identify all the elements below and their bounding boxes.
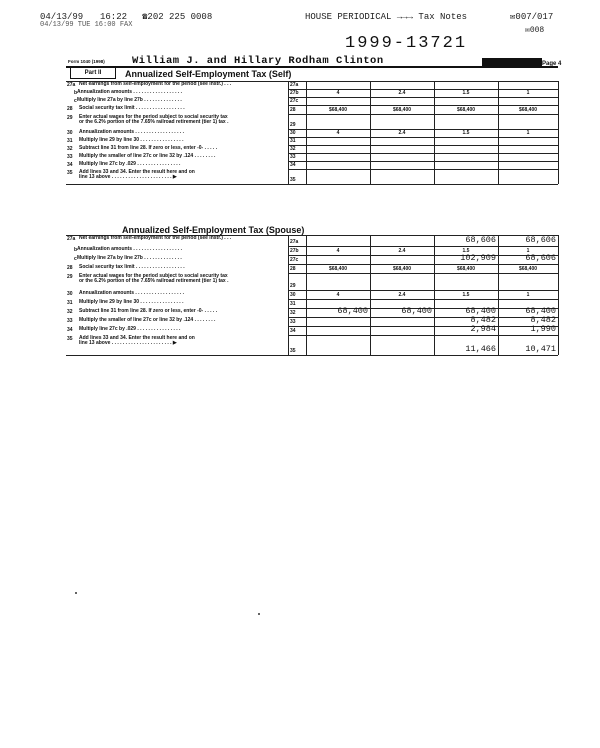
self-printed-value: $68,400	[518, 107, 538, 113]
fax-time: 16:22	[100, 12, 128, 22]
self-line-box-number: 29	[290, 122, 296, 128]
self-line-box-number: 30	[290, 130, 296, 136]
spouse-row-rule	[288, 290, 558, 291]
fax-phone: ☎202 225 0008	[142, 12, 213, 22]
taxpayer-names: William J. and Hillary Rodham Clinton	[132, 55, 384, 67]
self-line-box-number: 27b	[290, 90, 299, 96]
fax-sender: HOUSE PERIODICAL →→→ Tax Notes	[305, 12, 468, 22]
self-line-number: 27a	[67, 82, 76, 88]
spouse-line-label: Subtract line 31 from line 28. If zero or less, enter -0- . . . . .	[79, 308, 218, 314]
self-printed-value: 1	[526, 90, 530, 96]
spouse-line-label: Net earnings from self-employment for the period (see instr.) . . .	[79, 235, 232, 241]
self-line-label-cont: line 13 above . . . . . . . . . . . . . . . . . . . . . . ▶	[79, 174, 177, 180]
spouse-typed-value: 68,400	[525, 306, 556, 316]
spouse-line-label: Social security tax limit . . . . . . . . . . . . . . . . . .	[79, 264, 185, 270]
self-line-label: Multiply line 29 by line 30 . . . . . . . . . . . . . . . .	[79, 137, 184, 143]
self-line-box-number: 34	[290, 162, 296, 168]
self-line-number: 28	[67, 106, 73, 112]
self-line-number: 32	[67, 146, 73, 152]
spouse-printed-value: 1.5	[462, 292, 470, 298]
self-line-box-number: 28	[290, 107, 296, 113]
self-line-label: Multiply line 27c by .029 . . . . . . . . . . . . . . . .	[79, 161, 181, 167]
self-printed-value: $68,400	[392, 107, 412, 113]
spouse-typed-value: 8,482	[530, 315, 556, 325]
spouse-line-letter: b	[74, 247, 78, 253]
self-printed-value: $68,400	[456, 107, 476, 113]
self-line-number: 29	[67, 115, 73, 121]
spouse-line-label: Multiply line 29 by line 30 . . . . . . . . . . . . . . . .	[79, 299, 184, 305]
spouse-typed-value: 68,606	[465, 235, 496, 245]
self-line-number: 31	[67, 138, 73, 144]
spouse-line-label: Annualization amounts . . . . . . . . . . . . . . . . . .	[79, 290, 185, 296]
spouse-line-box-number: 33	[290, 319, 296, 325]
spouse-typed-value: 2,984	[470, 324, 496, 334]
fax-page-number: ✉007/017	[510, 12, 554, 22]
spouse-line-number: 30	[67, 291, 73, 297]
spouse-line-letter: c	[74, 256, 77, 262]
spouse-line-number: 29	[67, 274, 73, 280]
spouse-line-box-number: 27c	[290, 257, 299, 263]
spouse-line-number: 28	[67, 265, 73, 271]
self-printed-value: 4	[336, 90, 340, 96]
spouse-typed-value: 1,990	[530, 324, 556, 334]
spouse-line-number: 34	[67, 327, 73, 333]
spouse-printed-value: $68,400	[518, 266, 538, 272]
spouse-line-label: Enter actual wages for the period subject to social security tax	[79, 273, 228, 279]
spouse-row-rule	[288, 264, 558, 265]
spouse-line-label-cont: line 13 above . . . . . . . . . . . . . . . . . . . . . . ▶	[79, 340, 177, 346]
spouse-column-rule	[288, 235, 289, 355]
self-line-box-number: 31	[290, 138, 296, 144]
fax-speck	[75, 592, 77, 594]
spouse-typed-value: 68,606	[525, 235, 556, 245]
self-line-number: 34	[67, 162, 73, 168]
spouse-line-box-number: 29	[290, 283, 296, 289]
self-printed-value: 1.5	[462, 130, 470, 136]
spouse-typed-value: 68,400	[465, 306, 496, 316]
spouse-typed-value: 8,482	[470, 315, 496, 325]
spouse-line-label: Annualization amounts . . . . . . . . . . . . . . . . . .	[77, 246, 183, 252]
spouse-line-box-number: 27a	[290, 239, 299, 245]
spouse-typed-value: 68,606	[525, 253, 556, 263]
spouse-line-label: Multiply line 27c by .029 . . . . . . . . . . . . . . . .	[79, 326, 181, 332]
fax-page-number-2: ✉008	[525, 26, 545, 35]
self-line-label: Net earnings from self-employment for the period (see instr.) . . .	[79, 81, 232, 87]
section-title-spouse: Annualized Self-Employment Tax (Spouse)	[122, 225, 305, 235]
self-line-letter: c	[74, 98, 77, 104]
document-number: 1999-13721	[345, 34, 468, 53]
spouse-typed-value: 68,400	[337, 306, 368, 316]
self-line-box-number: 27c	[290, 98, 299, 104]
spouse-row-rule	[288, 246, 558, 247]
self-line-box-number: 33	[290, 154, 296, 160]
spouse-printed-value: 1	[526, 248, 530, 254]
fax-date: 04/13/99	[40, 12, 84, 22]
spouse-line-number: 32	[67, 309, 73, 315]
spouse-typed-value: 11,466	[465, 344, 496, 354]
spouse-printed-value: $68,400	[392, 266, 412, 272]
self-line-letter: b	[74, 90, 78, 96]
spouse-line-box-number: 34	[290, 328, 296, 334]
spouse-line-number: 33	[67, 318, 73, 324]
spouse-printed-value: 4	[336, 292, 340, 298]
self-line-label: Annualization amounts . . . . . . . . . . . . . . . . . .	[77, 89, 183, 95]
spouse-line-box-number: 31	[290, 301, 296, 307]
self-line-box-number: 35	[290, 177, 296, 183]
fax-speck	[258, 613, 260, 615]
spouse-line-label: Multiply line 27a by line 27b . . . . . . . . . . . . . .	[77, 255, 182, 261]
self-printed-value: 1.5	[462, 90, 470, 96]
self-line-label-cont: or the 6.2% portion of the 7.65% railroad retirement (tier 1) tax .	[79, 119, 229, 125]
self-line-box-number: 27a	[290, 82, 299, 88]
spouse-printed-value: $68,400	[456, 266, 476, 272]
spouse-table-bottom-rule	[66, 355, 558, 356]
self-line-label: Subtract line 31 from line 28. If zero or less, enter -0- . . . . .	[79, 145, 218, 151]
spouse-row-rule	[288, 335, 558, 336]
spouse-line-label-cont: or the 6.2% portion of the 7.65% railroad retirement (tier 1) tax .	[79, 278, 229, 284]
spouse-printed-value: 1	[526, 292, 530, 298]
self-printed-value: 1	[526, 130, 530, 136]
spouse-printed-value: 1.5	[462, 248, 470, 254]
self-line-box-number: 32	[290, 146, 296, 152]
self-printed-value: 2.4	[398, 130, 406, 136]
self-printed-value: 2.4	[398, 90, 406, 96]
spouse-line-box-number: 32	[290, 310, 296, 316]
self-line-label: Multiply the smaller of line 27c or line 32 by .124 . . . . . . . .	[79, 153, 216, 159]
spouse-typed-value: 68,400	[401, 306, 432, 316]
spouse-printed-value: 2.4	[398, 292, 406, 298]
self-printed-value: $68,400	[328, 107, 348, 113]
spouse-line-number: 31	[67, 300, 73, 306]
spouse-typed-value: 10,471	[525, 344, 556, 354]
spouse-row-rule	[288, 273, 558, 274]
spouse-line-label: Add lines 33 and 34. Enter the result here and on	[79, 335, 195, 341]
part-label: Part II	[84, 70, 102, 76]
spouse-line-box-number: 27b	[290, 248, 299, 254]
spouse-typed-value: 102,909	[460, 253, 496, 263]
spouse-line-box-number: 28	[290, 266, 296, 272]
page-indicator: Page 4	[542, 61, 562, 67]
spouse-row-rule	[288, 299, 558, 300]
self-printed-value: 4	[336, 130, 340, 136]
self-line-number: 33	[67, 154, 73, 160]
self-line-label: Multiply line 27a by line 27b . . . . . . . . . . . . . .	[77, 97, 182, 103]
form-label: Form 1040 (1998)	[68, 59, 105, 64]
section-title-self: Annualized Self-Employment Tax (Self)	[125, 69, 292, 79]
self-line-label: Add lines 33 and 34. Enter the result here and on	[79, 169, 195, 175]
spouse-line-number: 27a	[67, 236, 76, 242]
self-line-label: Enter actual wages for the period subject to social security tax	[79, 114, 228, 120]
spouse-line-label: Multiply the smaller of line 27c or line 32 by .124 . . . . . . . .	[79, 317, 216, 323]
self-line-number: 30	[67, 130, 73, 136]
spouse-line-box-number: 30	[290, 292, 296, 298]
spouse-line-box-number: 35	[290, 348, 296, 354]
spouse-printed-value: 2.4	[398, 248, 406, 254]
fax-line2: 04/13/99 TUE 16:00 FAX	[40, 21, 133, 29]
spouse-printed-value: 4	[336, 248, 340, 254]
spouse-line-number: 35	[67, 336, 73, 342]
self-line-number: 35	[67, 170, 73, 176]
spouse-column-rule	[558, 235, 559, 355]
spouse-printed-value: $68,400	[328, 266, 348, 272]
self-line-label: Social security tax limit . . . . . . . . . . . . . . . . . .	[79, 105, 185, 111]
self-line-label: Annualization amounts . . . . . . . . . . . . . . . . . .	[79, 129, 185, 135]
